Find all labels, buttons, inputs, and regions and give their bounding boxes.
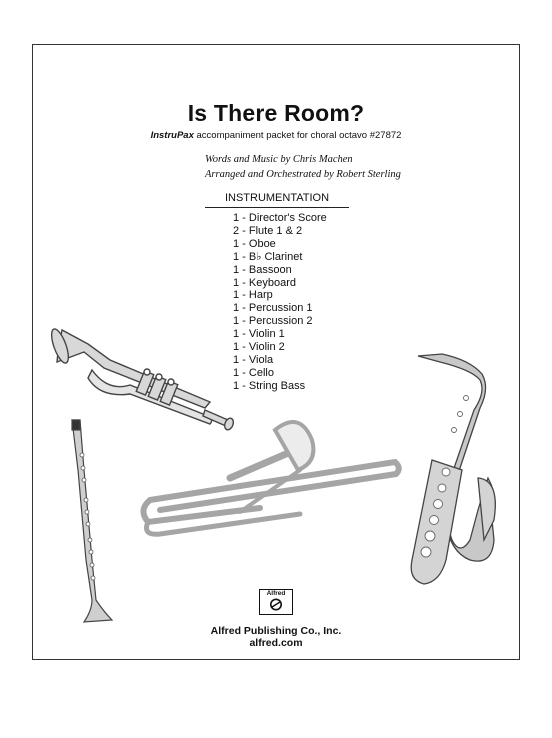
subtitle-brand: InstruPax xyxy=(150,130,194,141)
page-title: Is There Room? xyxy=(187,100,365,126)
list-item: 1 - Viola xyxy=(233,353,274,366)
list-item: 1 - Harp xyxy=(233,289,273,302)
list-item: 1 - Bassoon xyxy=(233,263,292,276)
credit-arranged: Arranged and Orchestrated by Robert Sterling xyxy=(205,169,401,180)
trombone-icon xyxy=(143,422,398,534)
list-item: 1 - Percussion 2 xyxy=(233,315,313,328)
list-item: 1 - Percussion 1 xyxy=(233,302,313,315)
logo-text: Alfred xyxy=(266,590,286,597)
list-item: 1 - Violin 2 xyxy=(233,341,285,354)
trumpet-icon xyxy=(48,327,235,431)
clarinet-icon xyxy=(72,420,112,622)
list-item: 1 - Director's Score xyxy=(233,212,327,224)
list-item: 1 - Violin 1 xyxy=(233,328,285,341)
subtitle xyxy=(0,130,552,141)
list-item: 1 - String Bass xyxy=(233,379,306,392)
credit-words-music: Words and Music by Chris Machen xyxy=(205,154,353,165)
subtitle-text: accompaniment packet for choral octavo #27872 xyxy=(193,130,402,141)
credits xyxy=(205,152,401,182)
list-item: 1 - Keyboard xyxy=(233,276,296,289)
saxophone-icon xyxy=(411,354,495,584)
list-item: 1 - Cello xyxy=(233,366,274,379)
list-item: 1 - Oboe xyxy=(233,237,276,250)
publisher-name: Alfred Publishing Co., Inc. xyxy=(210,625,342,637)
instrument-list xyxy=(233,212,327,393)
list-item: 2 - Flute 1 & 2 xyxy=(233,224,303,237)
logo-mark-icon xyxy=(267,598,285,611)
publisher-url: alfred.com xyxy=(249,637,303,649)
alfred-logo xyxy=(259,589,293,615)
publisher xyxy=(0,625,552,649)
list-item: 1 - B♭ Clarinet xyxy=(233,250,303,263)
instrumentation-heading: INSTRUMENTATION xyxy=(205,192,349,208)
